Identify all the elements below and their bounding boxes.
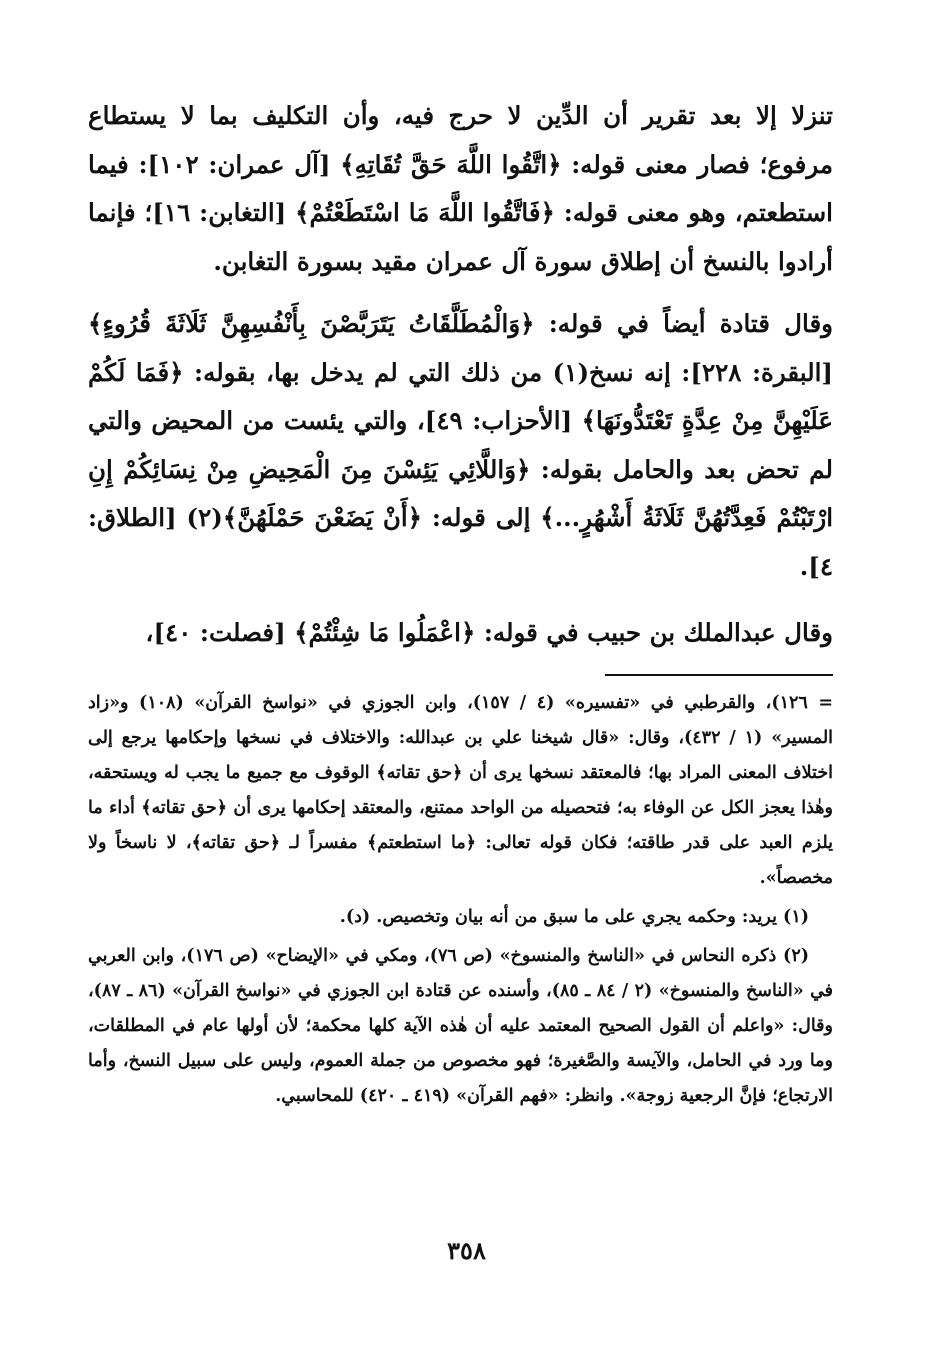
paragraph-1: تنزلا إلا بعد تقرير أن الدِّين لا حرج فيه، وأن التكليف بما لا يستطاع مرفوع؛ فصار معنى قوله: ﴿اتَّقُوا اللَّهَ حَقَّ تُقَاتِهِ﴾ [آل عمران: ١٠٢]: فيما استطعتم، وهو معنى قوله: ﴿فَاتَّقُوا اللَّهَ مَا اسْتَطَعْتُمْ﴾ [التغابن: ١٦]؛ فإنما أرادوا بالنسخ أن إطلاق سورة آل عمران مقيد بسورة التغابن. [88, 101, 833, 276]
footnotes [88, 686, 833, 1114]
page-number: ٣٥٨ [447, 1236, 486, 1265]
paragraph-2: وقال قتادة أيضاً في قوله: ﴿وَالْمُطَلَّقَاتُ يَتَرَبَّصْنَ بِأَنْفُسِهِنَّ ثَلَاثَةَ قُرُوءٍ﴾ [البقرة: ٢٢٨]: إنه نسخ(١) من ذلك التي لم يدخل بها، بقوله: ﴿فَمَا لَكُمْ عَلَيْهِنَّ مِنْ عِدَّةٍ تَعْتَدُّونَهَا﴾ [الأحزاب: ٤٩]، والتي يئست من المحيض والتي لم تحض بعد والحامل بقوله: ﴿وَاللَّائِي يَئِسْنَ مِنَ الْمَحِيضِ مِنْ نِسَائِكُمْ إِنِ ارْتَبْتُمْ فَعِدَّتُهُنَّ ثَلَاثَةُ أَشْهُرٍ...﴾ إلى قوله: ﴿أَنْ يَضَعْنَ حَمْلَهُنَّ﴾(٢) [الطلاق: ٤]. [88, 309, 834, 581]
footnote-1: (١) يريد: وحكمه يجري على ما سبق من أنه بيان وتخصيص. (د). [339, 906, 809, 927]
footnote-2: (٢) ذكره النحاس في «الناسخ والمنسوخ» (ص ٧٦)، ومكي في «الإيضاح» (ص ١٧٦)، وابن العربي في «الناسخ والمنسوخ» (٢ / ٨٤ ـ ٨٥)، وأسنده عن قتادة ابن الجوزي في «نواسخ القرآن» (٨٦ ـ ٨٧)، وقال: «واعلم أن القول الصحيح المعتمد عليه أن هٰذه الآية كلها محكمة؛ لأن أولها عام في المطلقات، وما ورد في الحامل، والآيسة والصَّغيرة؛ فهو مخصوص من جملة العموم، وليس على سبيل النسخ، وأما الارتجاع؛ فإنَّ الرجعية زوجة». وانظر: «فهم القرآن» (٤١٩ ـ ٤٢٠) للمحاسبي. [88, 945, 834, 1106]
footnote-separator [605, 674, 833, 676]
paragraph-3: وقال عبدالملك بن حبيب في قوله: ﴿اعْمَلُوا مَا شِئْتُمْ﴾ [فصلت: ٤٠]، [145, 618, 833, 647]
main-text [88, 92, 833, 658]
page-body [88, 92, 833, 1114]
footnote-continuation: = ١٢٦)، والقرطبي في «تفسيره» (٤ / ١٥٧)، وابن الجوزي في «نواسخ القرآن» (١٠٨) و«زاد المسير» (١ / ٤٣٢)، وقال: «قال شيخنا علي بن عبدالله: والاختلاف في نسخها وإحكامها يرجع إلى اختلاف المعنى المراد بها؛ فالمعتقد نسخها يرى أن ﴿حق تقاته﴾ الوقوف مع جميع ما يجب له ويستحقه، وهٰذا يعجز الكل عن الوفاء به؛ فتحصيله من الواحد ممتنع، والمعتقد إحكامها يرى أن ﴿حق تقاته﴾ أداء ما يلزم العبد على قدر طاقته؛ فكان قوله تعالى: ﴿ما استطعتم﴾ مفسراً لـ ﴿حق تقاته﴾، لا ناسخاً ولا مخصصاً». [88, 692, 834, 888]
